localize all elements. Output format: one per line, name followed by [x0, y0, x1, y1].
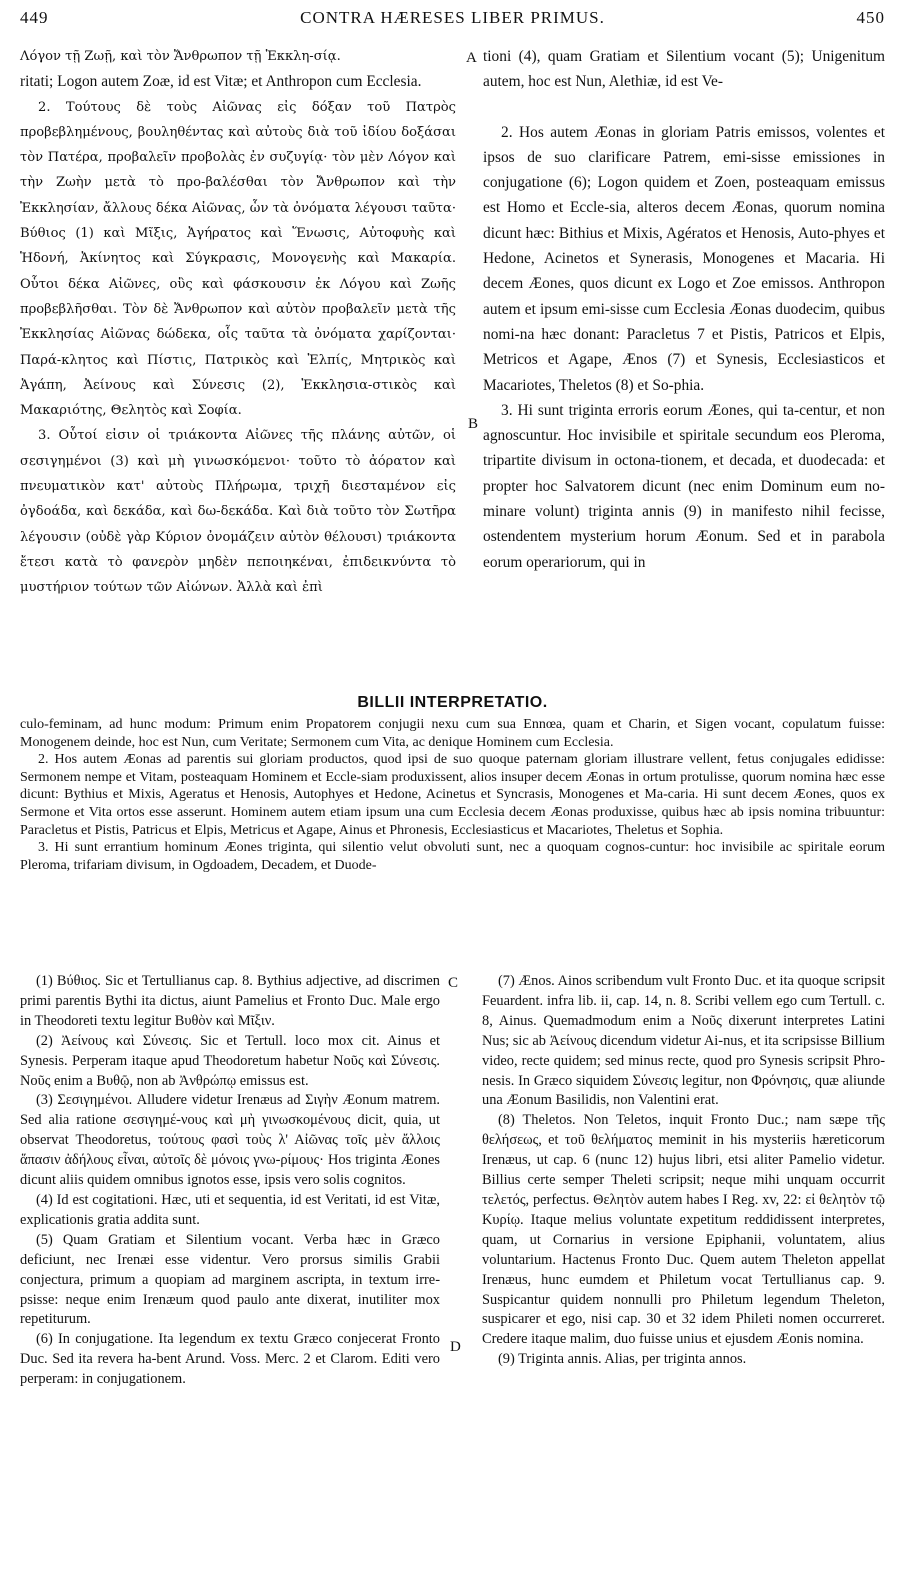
footnotes-left-column: [20, 972, 440, 1390]
greek-paragraph-1: Λόγον τῇ Ζωῇ, καὶ τὸν Ἄνθρωπον τῇ Ἐκκλη-σίᾳ.: [20, 49, 341, 64]
billii-paragraph-2: 2. Hos autem Æonas ad parentis sui gloriam productos, quod ipsi de suo quoque paternam gloriam illustrare vellent, fetus conjugales edidisse: Sermonem nempe et Vitam, posteaquam Hominem et Eccle-siam produxissent, alios insuper decem Æonas in ortum protulisse, quorum nomina hæc esse dicunt: Bythius et Mixis, Ageratus et Henosis, Autophyes et Hedone, Acinetus et Syncrasis, Monogenes et Ma-caria. Hi sunt decem Æones, quos ex Sermone et Vita ortos esse asserunt. Hominem autem etiam ipsum una cum Ecclesia decem Æonas produxisse, quibus hæc ab ipsis nomina tribuuntur: Paracletus et Pistis, Patricus et Elpis, Metricus et Agape, Ainus et Phronesis, Ecclesiasticus et Macariotes, Theletus et Sophia.: [20, 752, 885, 838]
page-number-right: 450: [856, 8, 885, 27]
margin-letter-c: C: [448, 975, 459, 991]
margin-letter-d: D: [450, 1339, 461, 1355]
page-number-left: 449: [20, 8, 49, 27]
greek-paragraph-3: 3. Οὗτοί εἰσιν οἱ τριάκοντα Αἰῶνες τῆς πλάνης αὐτῶν, οἱ σεσιγημένοι (3) καὶ μὴ γινωσκόμενοι· τοῦτο τὸ ἀόρατον καὶ πνευματικὸν κατ' αὐτοὺς Πλήρωμα, τριχῆ διεσταμένον εἰς ὀγδοάδα, καὶ δεκάδα, καὶ δω-δεκάδα. Καὶ διὰ τοῦτο τὸν Σωτῆρα λέγουσιν (οὐδὲ γὰρ Κύριον ὀνομάζειν αὐτὸν θέλουσι) τριάκοντα ἔτεσι κατὰ τὸ φανερὸν μηδὲν πεποιηκέναι, ἐπιδεικνύντα τὸ μυστήριον τούτων τῶν Αἰώνων. Ἀλλὰ καὶ ἐπὶ: [20, 428, 456, 596]
footnote-2: (2) Ἀείνους καὶ Σύνεσις. Sic et Tertull. loco mox cit. Ainus et Synesis. Perperam itaque apud Theodoretum habetur Νοῦς καὶ Σύνεσις. Νοῦς enim a Βυθῷ, non ab Ἀνθρώπῳ emissus est.: [20, 1032, 440, 1089]
page-title: CONTRA HÆRESES LIBER PRIMUS.: [300, 8, 605, 27]
footnote-3: (3) Σεσιγημένοι. Alludere videtur Irenæus ad Σιγὴν Æonum matrem. Sed alia ratione σεσιγημέ-νους καὶ μὴ γινωσκομένους dicit, quia, ut observat Theodoretus, τούτους φασὶ τοὺς λ' Αἰῶνας τοῖς μὲν ἄλλοις ἅπασιν ἀδήλους εἶναι, αὐτοῖς δὲ μόνοις γνω-ρίμους· Hos triginta Æones dicunt aliis quidem omnibus ignotos esse, ipsis vero solis cognitos.: [20, 1092, 440, 1189]
footnote-1: (1) Βύθιος. Sic et Tertullianus cap. 8. Bythius adjective, ad discrimen primi parentis Bythi ita dictus, aiunt Pamelius et Fronto Duc. Male ergo in Theodoreti textu legitur Βυθὸν καὶ Μῖξιν.: [20, 973, 440, 1029]
footnotes-right-column: [482, 972, 885, 1370]
latin-spacer: [483, 95, 885, 120]
footnote-8: (8) Theletos. Non Teletos, inquit Fronto Duc.; nam sæpe τῆς θελήσεως, et τοῦ θελήματος meminit in his mysteriis hæreticorum Irenæus, ut cap. 6 (nunc 12) hujus libri, etsi aliter Pamelio videtur. Billius certe semper Theleti scripsit; neque mihi unquam occurrit τελετός, perfectus. Θελητὸν autem habes I Reg. xv, 22: εἰ θελητὸν τῷ Κυρίῳ. Itaque melius voluntate expetitum reddidissent interpretes, quam, ut Cornarius in versione Epiphanii, voluntatem, alius voluntarium. Hactenus Fronto Duc. Quem autem Theleton appellat Irenæus, hunc eumdem et Philetum vocat Tertullianus cap. 9. Suspicantur quidem nonnulli pro Philetum legendum Theleton, suspicarer et ego, nisi cap. 30 et 32 idem Phileti nomen occurreret. Credere itaque malim, duo fuisse unius et ejusdem Æonis nomina.: [482, 1112, 885, 1348]
greek-paragraph-2: 2. Τούτους δὲ τοὺς Αἰῶνας εἰς δόξαν τοῦ Πατρὸς προβεβλημένους, βουληθέντας καὶ αὐτοὺς διὰ τοῦ ἰδίου δοξάσαι τὸν Πατέρα, προβαλεῖν προβολὰς ἐν συζυγίᾳ· τὸν μὲν Λόγον καὶ τὴν Ζωὴν μετὰ τὸ προ-βαλέσθαι τὸν Ἄνθρωπον καὶ τὴν Ἐκκλησίαν, ἄλλους δέκα Αἰῶνας, ὧν τὰ ὀνόματα λέγουσι ταῦτα· Βύθιος (1) καὶ Μῖξις, Ἀγήρατος καὶ Ἕνωσις, Αὐτοφυὴς καὶ Ἡδονή, Ἀκίνητος καὶ Σύγκρασις, Μονογενὴς καὶ Μακαρία. Οὗτοι δέκα Αἰῶνες, οὓς καὶ φάσκουσιν ἐκ Λόγου καὶ Ζωῆς προβεβλῆσθαι. Τὸν δὲ Ἄνθρωπον καὶ αὐτὸν προβαλεῖν μετὰ τῆς Ἐκκλησίας Αἰῶνας δώδεκα, οἷς ταῦτα τὰ ὀνόματα χαρίζονται· Παρά-κλητος καὶ Πίστις, Πατρικὸς καὶ Ἐλπίς, Μητρικὸς καὶ Ἀγάπη, Ἀείνους καὶ Σύνεσις (2), Ἐκκλησια-στικὸς καὶ Μακαριότης, Θελητὸς καὶ Σοφία.: [20, 99, 456, 419]
footnote-6: (6) In conjugatione. Ita legendum ex textu Græco conjecerat Fronto Duc. Sed ita revera ha-bent Arund. Voss. Merc. 2 et Clarom. Editi vero perperam: in conjugationem.: [20, 1331, 440, 1388]
latin-paragraph-2: 2. Hos autem Æonas in gloriam Patris emissos, volentes et ipsos de suo clarificare Patrem, emi-sisse emissiones in conjugatione (6); Logon quidem et Zoen, posteaquam emissus est Homo et Eccle-sia, alteros decem Æonas, quorum nomina dicunt hæc: Bithius et Mixis, Agératos et Henosis, Auto-phyes et Hedone, Acinetos et Synerasis, Monogenes et Macaria. Hi decem Æones, quos dicunt ex Logo et Zoe emissos. Anthropon autem et ipsum emi-sisse cum Ecclesia Æonas duodecim, quibus nomi-na hæc donant: Paracletus 7 et Pistis, Patricos et Elpis, Metricos et Agape, Ænos (7) et Synesis, Ecclesiasticos et Macariotes, Theletos (8) et So-phia.: [483, 123, 885, 394]
margin-letter-b: B: [468, 416, 479, 432]
billii-interpretation: [20, 716, 885, 874]
greek-column: [20, 44, 456, 601]
section-title-billii: BILLII INTERPRETATIO.: [357, 694, 548, 711]
footnote-7: (7) Ænos. Ainos scribendum vult Fronto Duc. et ita quoque scripsit Feuardent. infra lib. ii, cap. 14, n. 8. Scribi vellem ego cum Tertull. c. 8, Ainus. Quemadmodum enim a Νοῦς dixerunt interpretes Latini Nus; sic ab Ἀείνους dicendum videtur Ai-nus, et ita scripsisse Billium video, recte quidem; sed minus recte, quod pro Synesis scripsit Phro-nesis. In Græco siquidem Σύνεσις legitur, non Φρόνησις, quæ aliunde una Æonum Basilidis, non Valentini erat.: [482, 973, 885, 1109]
latin-paragraph-3: 3. Hi sunt triginta erroris eorum Æones, qui ta-centur, et non agnoscuntur. Hoc invisibile et spiritale secundum eos Pleroma, tripartite divisum in octona-tionem, et decada, et duodecada: et propter hoc Salvatorem dicunt (nec enim Dominum eum no-minare volunt) triginta annis (9) in manifesto nihil fecisse, ostendentem mysterium horum Æonum. Sed et in parabola eorum operariorum, qui in: [483, 401, 885, 571]
parallel-text: [20, 44, 885, 692]
billii-paragraph-3: 3. Hi sunt errantium hominum Æones triginta, qui silentio velut obvoluti sunt, nec a quoquam cognos-cuntur: hoc invisibile ac spiritale eorum Pleroma, trifariam divisum, in Ogdoadem, Decadem, et Duode-: [20, 840, 885, 873]
running-head: [20, 8, 885, 30]
billii-paragraph-1: culo-feminam, ad hunc modum: Primum enim Propatorem conjugii nexu cum sua Ennœa, quam et Charin, et Sigen vocant, copulatum fuisse: Monogenem deinde, hoc est Nun, cum Veritate; Sermonem cum Vita, ac denique Hominem cum Ecclesia.: [20, 717, 885, 750]
latin-continuation-line: ritati; Logon autem Zoæ, id est Vitæ; et Anthropon cum Ecclesia.: [20, 73, 422, 91]
footnote-4: (4) Id est cogitationi. Hæc, uti et sequentia, id est Veritati, id est Vitæ, explicationis gratia addita sunt.: [20, 1191, 440, 1228]
footnote-5: (5) Quam Gratiam et Silentium vocant. Verba hæc in Græco deficiunt, nec Irenæi esse videntur. Vero prorsus similis Grabii conjectura, primum a quopiam ad marginem ascripta, in textum irre-psisse: neque enim Irenæum quod paulo ante dixerat, inutiliter mox repetiturum.: [20, 1231, 440, 1328]
footnote-9: (9) Triginta annis. Alias, per triginta annos.: [498, 1351, 747, 1368]
footnotes: [20, 972, 885, 1562]
margin-letter-a: A: [466, 50, 477, 66]
latin-column: [483, 44, 885, 575]
latin-paragraph-1: tioni (4), quam Gratiam et Silentium vocant (5); Unigenitum autem, hoc est Nun, Alethiæ, id est Ve-: [483, 48, 885, 91]
